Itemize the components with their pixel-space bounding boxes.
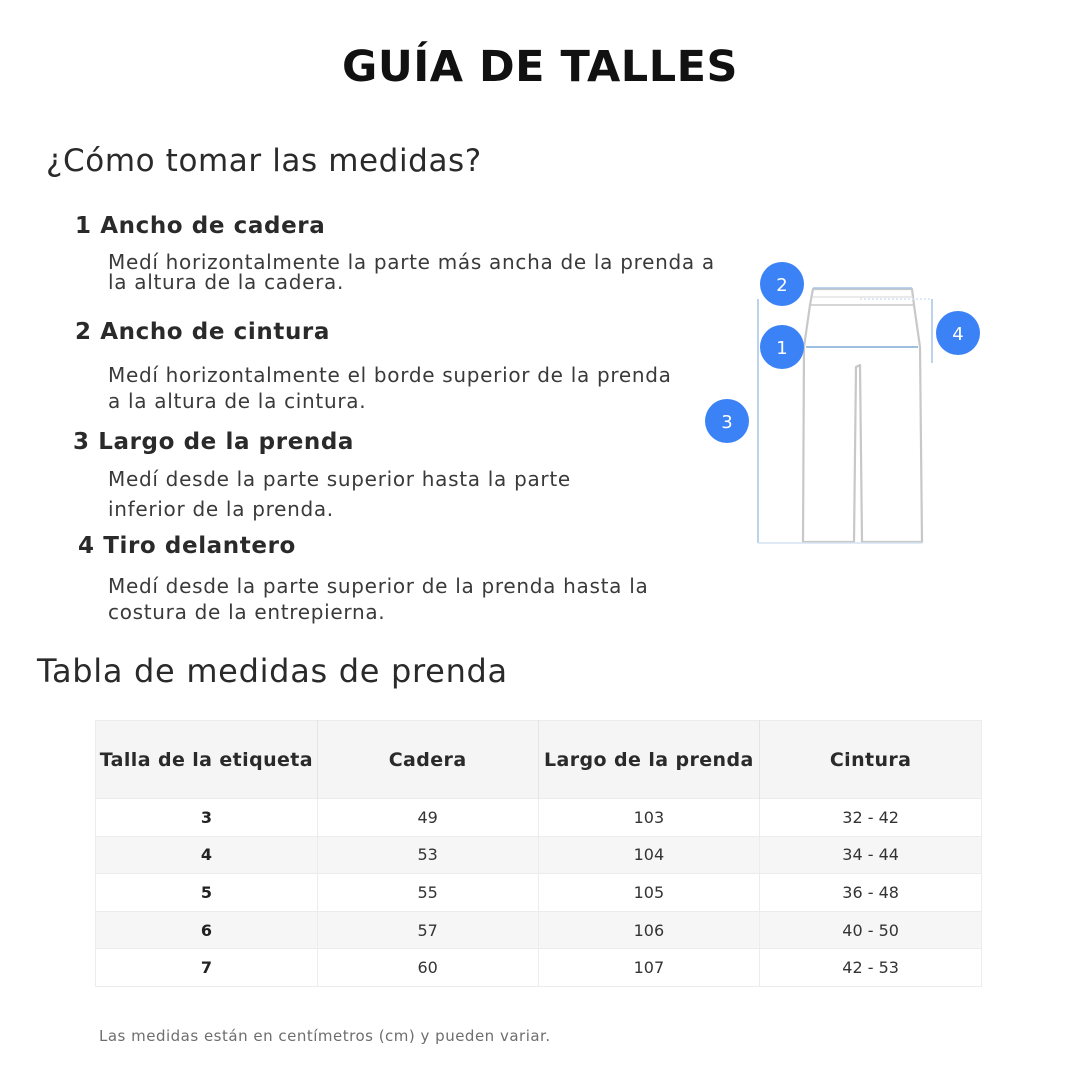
cell-waist: 40 - 50 xyxy=(760,911,982,949)
cell-tag-size: 4 xyxy=(96,836,318,874)
step-4-desc-line-1: Medí desde la parte superior de la prenda hasta la xyxy=(108,574,649,598)
table-row xyxy=(96,911,982,949)
badge-3 xyxy=(705,399,749,443)
cell-hip: 55 xyxy=(317,874,538,912)
cell-waist: 36 - 48 xyxy=(760,874,982,912)
table-row xyxy=(96,949,982,987)
badge-4-label: 4 xyxy=(952,324,964,345)
size-table-heading: Tabla de medidas de prenda xyxy=(37,652,508,690)
table-row xyxy=(96,799,982,837)
table-header-row xyxy=(96,721,982,799)
step-4-desc-line-2: costura de la entrepierna. xyxy=(108,600,386,624)
step-1-title: 1 Ancho de cadera xyxy=(75,213,326,239)
pants-outline-icon xyxy=(803,289,922,542)
step-3-desc-line-1: Medí desde la parte superior hasta la parte xyxy=(108,467,571,491)
pants-measurement-diagram xyxy=(700,255,990,555)
step-3-description xyxy=(108,467,571,521)
footnote: Las medidas están en centímetros (cm) y pueden variar. xyxy=(99,1027,551,1045)
cell-hip: 53 xyxy=(317,836,538,874)
cell-length: 105 xyxy=(538,874,760,912)
step-1-desc-line-2: la altura de la cadera. xyxy=(108,270,345,294)
header-waist: Cintura xyxy=(760,721,982,799)
badge-4 xyxy=(936,311,980,355)
page-title: GUÍA DE TALLES xyxy=(342,42,738,92)
table-row xyxy=(96,836,982,874)
badge-1-label: 1 xyxy=(776,338,788,359)
cell-hip: 57 xyxy=(317,911,538,949)
cell-length: 106 xyxy=(538,911,760,949)
cell-length: 103 xyxy=(538,799,760,837)
step-1-desc-line-1: Medí horizontalmente la parte más ancha de la prenda a xyxy=(108,250,715,274)
header-hip: Cadera xyxy=(317,721,538,799)
cell-tag-size: 6 xyxy=(96,911,318,949)
step-3-title: 3 Largo de la prenda xyxy=(73,429,355,455)
size-table xyxy=(95,720,982,987)
step-2-title: 2 Ancho de cintura xyxy=(75,319,330,345)
step-4-description xyxy=(108,574,648,624)
badge-2 xyxy=(760,262,804,306)
header-tag-size: Talla de la etiqueta xyxy=(96,721,318,799)
cell-tag-size: 7 xyxy=(96,949,318,987)
cell-waist: 34 - 44 xyxy=(760,836,982,874)
cell-tag-size: 5 xyxy=(96,874,318,912)
step-4-title: 4 Tiro delantero xyxy=(78,533,296,559)
cell-waist: 42 - 53 xyxy=(760,949,982,987)
cell-tag-size: 3 xyxy=(96,799,318,837)
step-2-desc-line-2: a la altura de la cintura. xyxy=(108,389,367,413)
how-to-measure-heading: ¿Cómo tomar las medidas? xyxy=(46,143,482,179)
cell-length: 107 xyxy=(538,949,760,987)
badge-1 xyxy=(760,325,804,369)
cell-waist: 32 - 42 xyxy=(760,799,982,837)
table-row xyxy=(96,874,982,912)
step-2-desc-line-1: Medí horizontalmente el borde superior de la prenda xyxy=(108,363,672,387)
badge-3-label: 3 xyxy=(721,412,733,433)
cell-hip: 49 xyxy=(317,799,538,837)
cell-hip: 60 xyxy=(317,949,538,987)
step-2-description xyxy=(108,363,672,413)
step-3-desc-line-2: inferior de la prenda. xyxy=(108,497,334,521)
badge-2-label: 2 xyxy=(776,275,788,296)
header-length: Largo de la prenda xyxy=(538,721,760,799)
step-1-description xyxy=(108,250,715,294)
cell-length: 104 xyxy=(538,836,760,874)
